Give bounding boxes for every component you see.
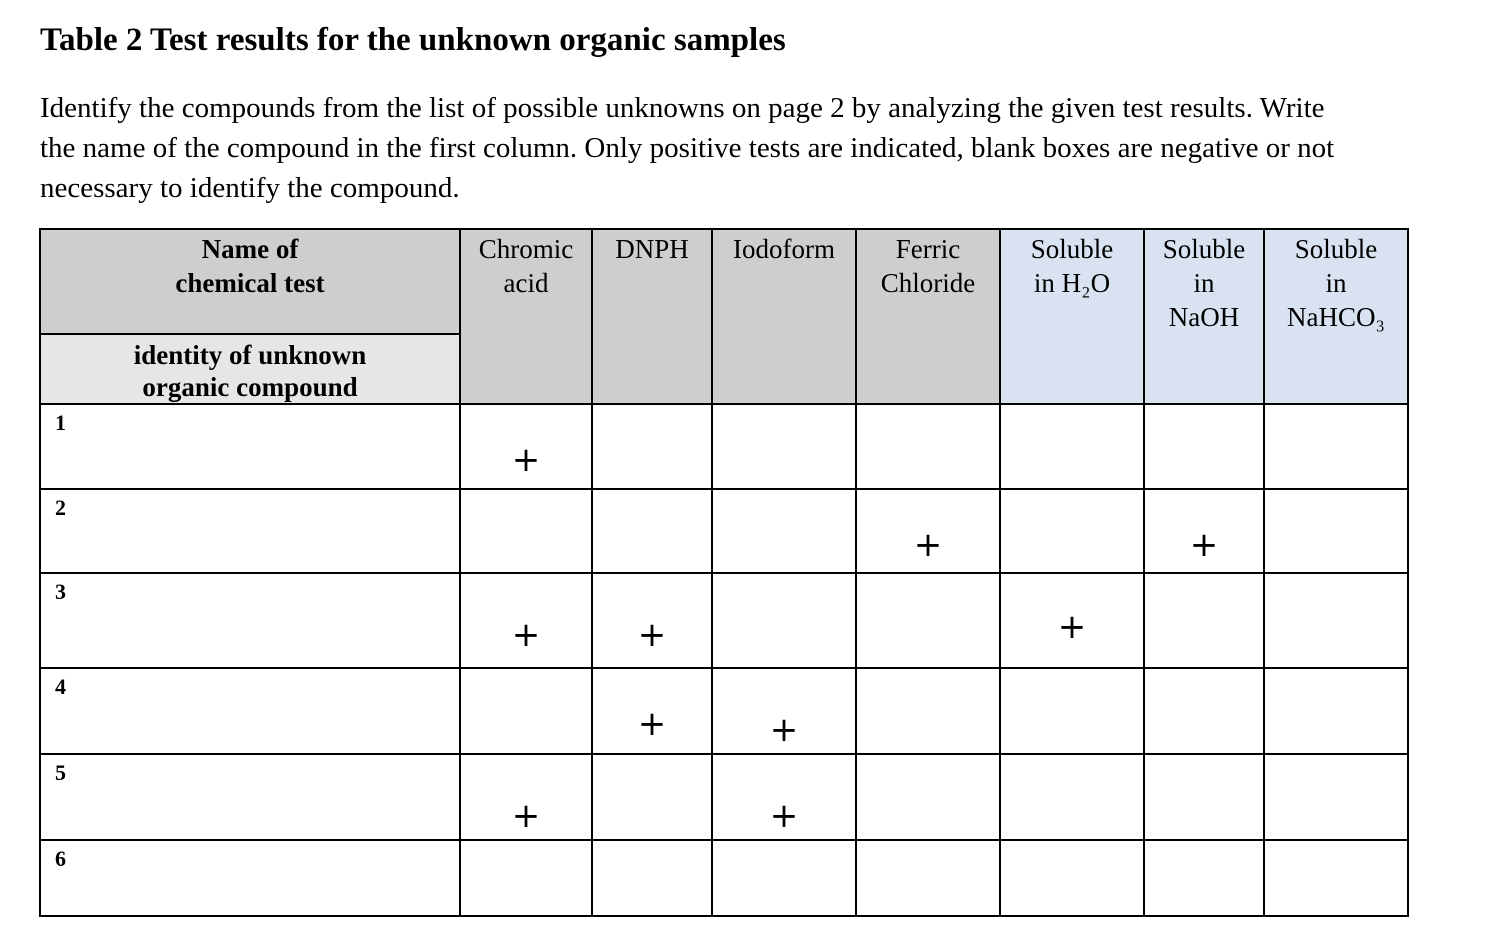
result-cell — [1000, 668, 1144, 754]
result-cell — [592, 668, 712, 754]
result-cell — [856, 754, 1000, 840]
result-cell — [712, 754, 856, 840]
row-number: 3 — [55, 579, 66, 604]
result-cell — [712, 404, 856, 489]
result-cell — [856, 404, 1000, 489]
header-line: identity of unknown — [133, 340, 367, 370]
compound-name-cell[interactable] — [40, 754, 460, 840]
result-cell — [1000, 489, 1144, 573]
test-header-line: Soluble — [1294, 234, 1378, 264]
positive-mark: + — [511, 796, 541, 836]
result-cell — [460, 404, 592, 489]
result-cell — [1264, 840, 1408, 916]
table-row — [40, 754, 1408, 840]
table-row — [40, 489, 1408, 573]
result-cell — [1000, 840, 1144, 916]
result-cell — [1264, 404, 1408, 489]
test-header-line: Soluble — [1162, 234, 1246, 264]
result-cell — [592, 573, 712, 668]
result-cell — [1144, 668, 1264, 754]
result-cell — [1264, 489, 1408, 573]
positive-mark: + — [511, 440, 541, 480]
row-number: 6 — [55, 846, 66, 871]
header-line: organic compound — [142, 372, 358, 402]
result-cell — [856, 489, 1000, 573]
result-cell — [1144, 404, 1264, 489]
positive-mark: + — [637, 615, 667, 655]
table-row — [40, 404, 1408, 489]
test-header-1 — [592, 229, 712, 404]
instructions-line: the name of the compound in the first column. Only positive tests are indicated, blank boxes are negative or not — [40, 132, 1335, 164]
table-row — [40, 840, 1408, 916]
result-cell — [592, 754, 712, 840]
positive-mark: + — [1189, 525, 1219, 565]
row-number: 5 — [55, 760, 66, 785]
test-header-line: Chloride — [880, 268, 976, 298]
row-number: 2 — [55, 495, 66, 520]
row-number: 4 — [55, 674, 66, 699]
test-header-2 — [712, 229, 856, 404]
test-header-line: Ferric — [895, 234, 961, 264]
positive-mark: + — [913, 525, 943, 565]
test-header-line: Iodoform — [733, 234, 835, 264]
result-cell — [712, 573, 856, 668]
positive-mark: + — [637, 704, 667, 744]
compound-name-cell[interactable] — [40, 404, 460, 489]
instructions-line: necessary to identify the compound. — [40, 172, 460, 204]
result-cell — [1264, 668, 1408, 754]
result-cell — [592, 489, 712, 573]
test-header-line: in — [1193, 268, 1215, 298]
result-cell — [1000, 404, 1144, 489]
compound-name-cell[interactable] — [40, 489, 460, 573]
result-cell — [1264, 754, 1408, 840]
test-header-line: in — [1325, 268, 1347, 298]
compound-name-cell[interactable] — [40, 668, 460, 754]
result-cell — [460, 840, 592, 916]
table-row — [40, 668, 1408, 754]
test-header-3 — [856, 229, 1000, 404]
result-cell — [592, 404, 712, 489]
test-header-line: DNPH — [615, 234, 689, 264]
instructions-paragraph — [40, 88, 1480, 208]
test-header-4 — [1000, 229, 1144, 404]
test-header-line: NaOH — [1168, 302, 1240, 332]
test-header-line: acid — [503, 268, 549, 298]
result-cell — [1144, 754, 1264, 840]
result-cell — [1144, 840, 1264, 916]
result-cell — [712, 840, 856, 916]
result-cell — [1144, 489, 1264, 573]
result-cell — [460, 754, 592, 840]
result-cell — [1264, 573, 1408, 668]
header-line: Name of — [201, 234, 299, 264]
test-header-5 — [1144, 229, 1264, 404]
positive-mark: + — [511, 615, 541, 655]
result-cell — [592, 840, 712, 916]
test-header-line: Soluble — [1030, 234, 1114, 264]
table-title: Table 2 Test results for the unknown organic samples — [40, 22, 786, 58]
result-cell — [856, 573, 1000, 668]
positive-mark: + — [769, 796, 799, 836]
result-cell — [1000, 573, 1144, 668]
test-results-table — [39, 228, 1409, 917]
result-cell — [1000, 754, 1144, 840]
result-cell — [856, 840, 1000, 916]
result-cell — [460, 668, 592, 754]
positive-mark: + — [769, 710, 799, 750]
result-cell — [712, 668, 856, 754]
identity-header — [40, 334, 460, 404]
result-cell — [460, 489, 592, 573]
test-header-6 — [1264, 229, 1408, 404]
test-header-line: NaHCO₃ — [1287, 302, 1385, 332]
compound-name-cell[interactable] — [40, 573, 460, 668]
result-cell — [460, 573, 592, 668]
result-cell — [856, 668, 1000, 754]
result-cell — [712, 489, 856, 573]
test-header-line: Chromic — [478, 234, 574, 264]
header-line: chemical test — [175, 268, 325, 298]
test-header-0 — [460, 229, 592, 404]
header-row — [40, 229, 1408, 334]
name-of-test-header — [40, 229, 460, 334]
result-cell — [1144, 573, 1264, 668]
test-header-line: in H₂O — [1033, 268, 1111, 298]
row-number: 1 — [55, 410, 66, 435]
compound-name-cell[interactable] — [40, 840, 460, 916]
table-row — [40, 573, 1408, 668]
positive-mark: + — [1057, 607, 1087, 647]
instructions-line: Identify the compounds from the list of possible unknowns on page 2 by analyzing the given test results. Write — [40, 92, 1325, 124]
